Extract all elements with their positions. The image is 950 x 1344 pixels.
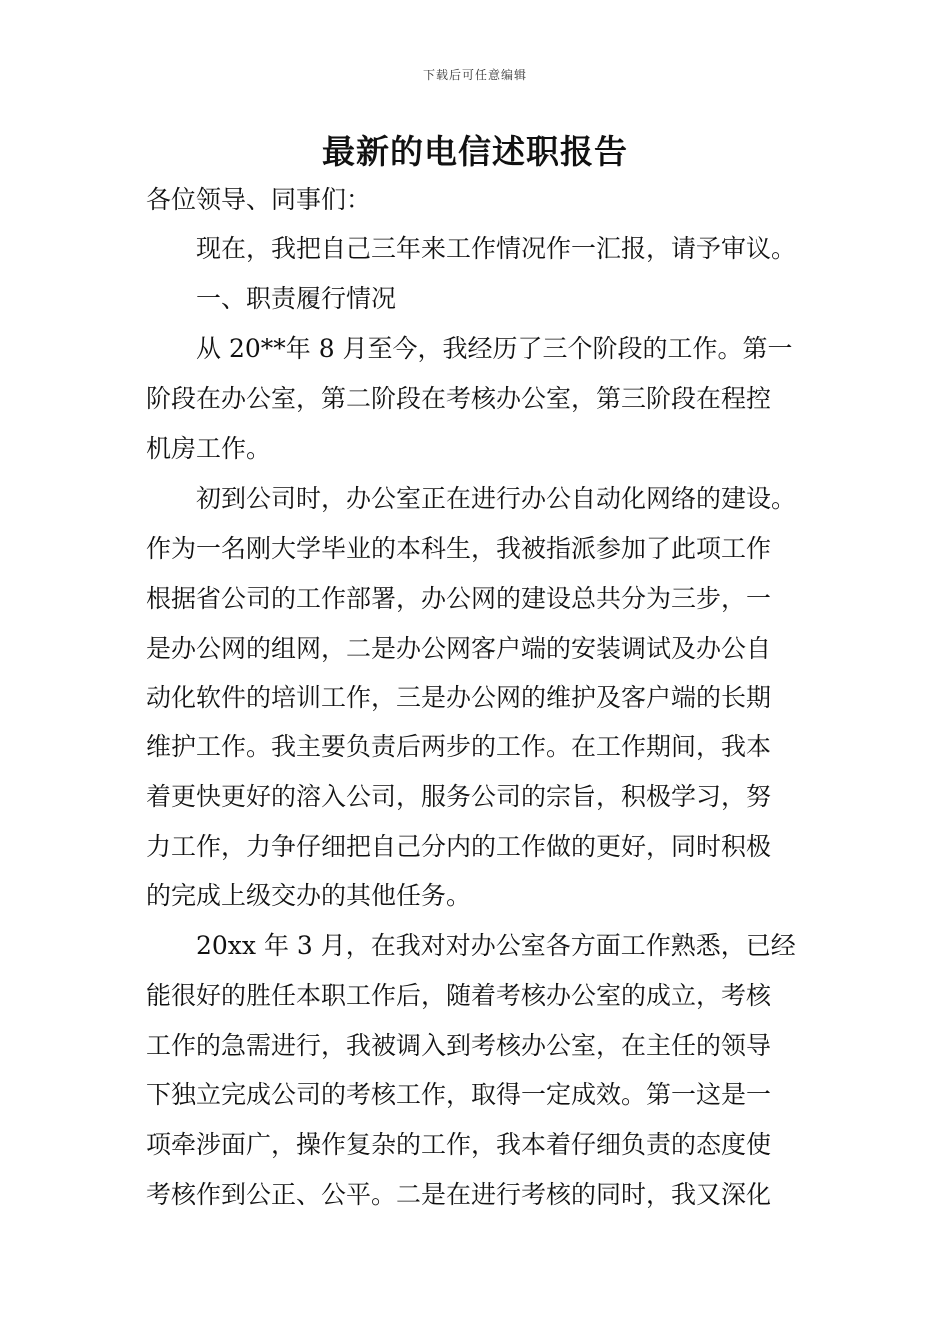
header-note: 下载后可任意编辑 (422, 68, 527, 82)
body-line: 工作的急需进行，我被调入到考核办公室，在主任的领导 (146, 1031, 772, 1060)
body-line: 机房工作。 (146, 434, 272, 463)
body-line: 能很好的胜任本职工作后，随着考核办公室的成立，考核 (146, 981, 772, 1010)
body-line: 一、职责履行情况 (196, 284, 397, 313)
body-line: 动化软件的培训工作，三是办公网的维护及客户端的长期 (146, 683, 772, 712)
body-line: 初到公司时，办公室正在进行办公自动化网络的建设。 (196, 484, 797, 513)
body-line: 作为一名刚大学毕业的本科生，我被指派参加了此项工作 (146, 534, 772, 563)
body-line: 的完成上级交办的其他任务。 (146, 881, 472, 910)
body-line: 20xx 年 3 月，在我对对办公室各方面工作熟悉，已经 (196, 931, 796, 960)
body-line: 考核作到公正、公平。二是在进行考核的同时，我又深化 (146, 1180, 772, 1209)
document-title: 最新的电信述职报告 (322, 132, 628, 171)
body-line: 维护工作。我主要负责后两步的工作。在工作期间，我本 (146, 732, 772, 761)
body-line: 根据省公司的工作部署，办公网的建设总共分为三步，一 (146, 584, 772, 613)
body-line: 各位领导、同事们： (146, 185, 372, 214)
body-line: 阶段在办公室，第二阶段在考核办公室，第三阶段在程控 (146, 384, 772, 413)
body-line: 力工作，力争仔细把自己分内的工作做的更好，同时积极 (146, 832, 772, 861)
body-line: 现在，我把自己三年来工作情况作一汇报，请予审议。 (196, 234, 797, 263)
body-line: 下独立完成公司的考核工作，取得一定成效。第一这是一 (146, 1080, 772, 1109)
body-line: 项牵涉面广，操作复杂的工作，我本着仔细负责的态度使 (146, 1130, 772, 1159)
body-line: 从 20**年 8 月至今，我经历了三个阶段的工作。第一 (196, 334, 793, 363)
body-line: 是办公网的组网，二是办公网客户端的安装调试及办公自 (146, 634, 772, 663)
body-line: 着更快更好的溶入公司，服务公司的宗旨，积极学习，努 (146, 782, 772, 811)
